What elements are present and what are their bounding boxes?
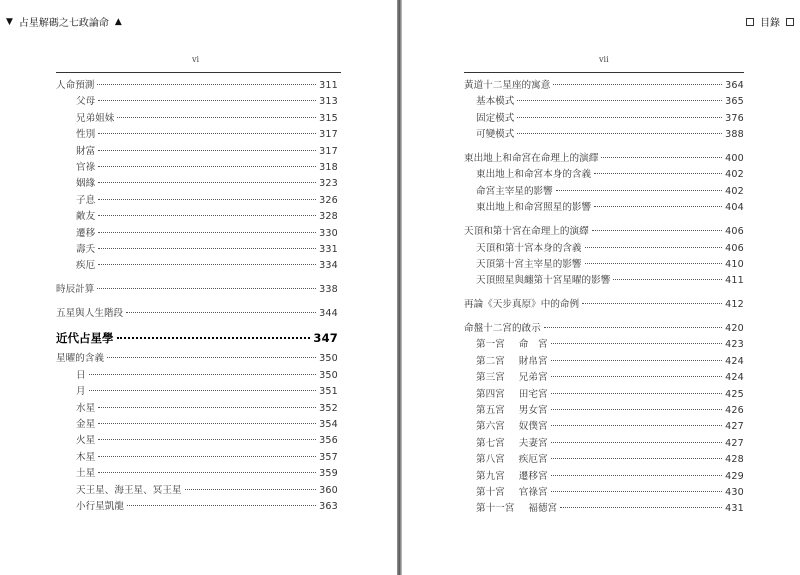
toc-entry-sublabel: 男女宮	[518, 405, 548, 417]
toc-entry-page: 354	[319, 419, 338, 431]
toc-entry-label: 天王星、海王星、冥王星	[76, 484, 182, 496]
toc-entry[interactable]	[56, 78, 338, 94]
toc-entry-label: 壽夭	[76, 243, 96, 255]
toc-entry[interactable]	[56, 127, 338, 143]
toc-entry[interactable]	[464, 321, 744, 337]
toc-entry-label: 第四宮	[476, 388, 505, 400]
toc-entry[interactable]	[56, 111, 338, 127]
header-rule	[56, 72, 341, 73]
toc-entry[interactable]	[56, 384, 338, 400]
toc-entry-page: 344	[319, 308, 338, 320]
toc-entry-label: 天頂第十宮主宰星的影響	[476, 258, 582, 270]
toc-list-left	[56, 78, 338, 515]
toc-entry[interactable]	[464, 94, 744, 110]
toc-entry-sublabel: 田宅宮	[518, 388, 548, 400]
toc-entry-page: 338	[319, 284, 338, 296]
toc-entry[interactable]	[56, 499, 338, 515]
toc-entry-page: 359	[319, 468, 338, 480]
toc-entry-page: 402	[725, 169, 744, 181]
toc-entry-page: 376	[725, 112, 744, 124]
dot-leader	[594, 173, 722, 174]
toc-entry-page: 411	[725, 275, 744, 287]
toc-entry-page: 404	[725, 202, 744, 214]
toc-entry-page: 402	[725, 185, 744, 197]
dot-leader	[585, 247, 723, 248]
dot-leader	[551, 360, 723, 361]
toc-entry-label: 水星	[76, 402, 96, 414]
toc-entry-label: 第一宮	[476, 339, 505, 351]
toc-entry[interactable]	[464, 436, 744, 452]
dot-leader	[613, 279, 722, 280]
toc-entry-sublabel: 疾厄宮	[518, 454, 548, 466]
toc-entry-label: 時辰計算	[56, 284, 95, 296]
toc-entry-label: 黃道十二星座的寓意	[464, 80, 551, 91]
dot-leader	[117, 117, 316, 118]
toc-entry[interactable]	[464, 297, 744, 313]
toc-entry[interactable]	[56, 483, 338, 499]
triangle-down-icon[interactable]: ▼	[6, 16, 13, 27]
toc-entry-page: 311	[319, 80, 338, 91]
toc-entry-page: 318	[319, 161, 338, 173]
dot-leader	[98, 248, 316, 249]
toc-entry-page: 331	[319, 243, 338, 255]
dot-leader	[601, 157, 722, 158]
dot-leader	[98, 264, 316, 265]
toc-entry[interactable]	[56, 368, 338, 384]
toc-entry-label: 第六宮	[476, 421, 505, 433]
toc-entry-sublabel: 兄弟宮	[518, 372, 548, 384]
toc-entry[interactable]	[464, 127, 744, 143]
toc-entry-page: 363	[319, 500, 338, 512]
toc-entry[interactable]	[56, 176, 338, 192]
toc-entry[interactable]	[464, 200, 744, 216]
toc-entry-page: 429	[725, 470, 744, 482]
toc-entry[interactable]	[464, 151, 744, 167]
toc-entry-label: 日	[76, 369, 86, 381]
toc-entry-label: 天頂照星與纏第十宮星曜的影響	[476, 275, 611, 287]
toc-entry[interactable]	[56, 144, 338, 160]
toc-entry[interactable]	[56, 242, 338, 258]
dot-leader	[98, 215, 316, 216]
toc-entry-label: 人命預測	[56, 80, 95, 91]
toc-entry[interactable]	[56, 282, 338, 298]
dot-leader	[551, 442, 723, 443]
toc-entry[interactable]	[464, 167, 744, 183]
toc-entry-page: 431	[725, 503, 744, 515]
dot-leader	[544, 327, 722, 328]
next-square-icon[interactable]	[786, 18, 794, 26]
dot-leader	[98, 199, 316, 200]
dot-leader	[107, 357, 316, 358]
dot-leader	[127, 505, 316, 506]
toc-entry-label: 第九宮	[476, 470, 505, 482]
toc-entry-page: 317	[319, 145, 338, 157]
dot-leader	[517, 117, 722, 118]
dot-leader	[551, 376, 723, 377]
toc-entry[interactable]	[464, 337, 744, 353]
book-title: 占星解碼之七政論命	[18, 18, 109, 29]
dot-leader	[98, 423, 316, 424]
toc-entry-label: 命盤十二宮的啟示	[464, 323, 541, 335]
toc-entry[interactable]	[464, 501, 744, 517]
toc-entry[interactable]	[56, 193, 338, 209]
dot-leader	[98, 439, 316, 440]
dot-leader	[89, 390, 316, 391]
header-rule	[464, 72, 744, 73]
toc-entry-label: 命宮主宰星的影響	[476, 185, 553, 197]
toc-entry-label: 財富	[76, 145, 96, 157]
toc-entry-label: 再論《天步真原》中的命例	[464, 299, 580, 311]
toc-entry-page: 427	[725, 421, 744, 433]
dot-leader	[551, 491, 723, 492]
toc-entry-label: 遷移	[76, 227, 96, 239]
dot-leader	[98, 100, 316, 101]
toc-entry-page: 430	[725, 486, 744, 498]
toc-entry-label: 官祿	[76, 161, 96, 173]
dot-leader	[551, 343, 723, 344]
toc-entry-label: 土星	[76, 468, 96, 480]
toc-entry-page: 365	[725, 96, 744, 108]
toc-entry-page: 326	[319, 194, 338, 206]
dot-leader	[97, 84, 316, 85]
dot-leader	[98, 456, 316, 457]
toc-entry-label: 固定模式	[476, 112, 515, 124]
toc-entry-label: 五星與人生階段	[56, 308, 124, 320]
toc-entry-page: 427	[725, 437, 744, 449]
toc-entry[interactable]	[56, 401, 338, 417]
toc-entry[interactable]	[464, 387, 744, 403]
left-page	[0, 0, 398, 575]
triangle-up-icon[interactable]: ▲	[114, 16, 122, 27]
dot-leader	[551, 425, 723, 426]
toc-entry-page: 356	[319, 435, 338, 447]
toc-entry-page: 400	[725, 153, 744, 165]
toc-entry[interactable]	[464, 273, 744, 289]
toc-entry-page: 315	[319, 112, 338, 124]
dot-leader	[582, 303, 722, 304]
page-number-roman: vii	[599, 55, 609, 64]
toc-entry-label: 第八宮	[476, 454, 505, 466]
toc-entry-sublabel: 財帛宮	[518, 355, 548, 367]
toc-entry-sublabel: 福德宮	[528, 503, 558, 515]
dot-leader	[517, 133, 722, 134]
dot-leader	[551, 475, 723, 476]
toc-entry-page: 412	[725, 299, 744, 311]
toc-entry-page: 425	[725, 388, 744, 400]
dot-leader	[98, 133, 316, 134]
toc-entry[interactable]	[464, 111, 744, 127]
toc-entry-page: 347	[313, 331, 338, 346]
toc-entry-sublabel: 遷移宮	[518, 470, 548, 482]
dot-leader	[592, 230, 722, 231]
toc-entry-page: 357	[319, 451, 338, 463]
dot-leader	[551, 409, 723, 410]
toc-entry-label: 性別	[76, 129, 96, 141]
header-left	[6, 14, 122, 29]
dot-leader	[551, 393, 723, 394]
toc-entry[interactable]	[464, 241, 744, 257]
toc-entry[interactable]	[464, 184, 744, 200]
toc-entry[interactable]	[56, 258, 338, 274]
toc-entry-page: 420	[725, 323, 744, 335]
toc-entry-sublabel: 夫妻宮	[518, 437, 548, 449]
toc-entry-label: 疾厄	[76, 260, 96, 272]
toc-entry[interactable]	[56, 160, 338, 176]
toc-entry-label: 第二宮	[476, 355, 505, 367]
toc-entry-page: 364	[725, 80, 744, 91]
dot-leader	[89, 374, 316, 375]
toc-entry-page: 313	[319, 96, 338, 108]
toc-entry-label: 星曜的含義	[56, 353, 104, 365]
dot-leader	[556, 190, 722, 191]
toc-entry[interactable]	[464, 78, 744, 94]
toc-entry-page: 406	[725, 242, 744, 254]
toc-entry-label: 東出地上和命宮本身的含義	[476, 169, 592, 181]
toc-entry-label: 姻緣	[76, 178, 96, 190]
toc-chapter-entry[interactable]	[56, 327, 338, 349]
toc-entry-page: 351	[319, 386, 338, 398]
toc-entry-page: 388	[725, 129, 744, 141]
toc-entry-page: 350	[319, 353, 338, 365]
toc-entry-label: 敵友	[76, 211, 96, 223]
toc-entry[interactable]	[56, 450, 338, 466]
dot-leader	[594, 206, 722, 207]
toc-entry-label: 子息	[76, 194, 96, 206]
toc-entry-page: 352	[319, 402, 338, 414]
toc-entry-page: 423	[725, 339, 744, 351]
toc-entry-label: 第十一宮	[476, 503, 515, 515]
toc-entry[interactable]	[464, 419, 744, 435]
toc-entry-page: 428	[725, 454, 744, 466]
toc-entry-label: 第五宮	[476, 405, 505, 417]
toc-entry-label: 月	[76, 386, 86, 398]
toc-entry-page: 350	[319, 369, 338, 381]
toc-entry-page: 410	[725, 258, 744, 270]
toc-entry-page: 426	[725, 405, 744, 417]
toc-entry-label: 東出地上和命宮在命理上的演繹	[464, 153, 599, 165]
toc-entry-label: 小行星凱龍	[76, 500, 124, 512]
toc-entry[interactable]	[56, 209, 338, 225]
toc-entry-label: 兄弟姐妹	[76, 112, 115, 124]
toc-entry[interactable]	[464, 354, 744, 370]
dot-leader	[517, 100, 722, 101]
dot-leader	[98, 182, 316, 183]
toc-entry-page: 424	[725, 355, 744, 367]
toc-entry-sublabel: 官祿宮	[518, 486, 548, 498]
toc-entry-page: 406	[725, 226, 744, 238]
toc-entry[interactable]	[56, 417, 338, 433]
toc-entry[interactable]	[464, 403, 744, 419]
toc-entry[interactable]	[464, 469, 744, 485]
toc-entry-page: 328	[319, 211, 338, 223]
header-right	[746, 14, 794, 29]
dot-leader	[560, 507, 722, 508]
toc-entry[interactable]	[464, 257, 744, 273]
toc-entry-label: 東出地上和命宮照星的影響	[476, 202, 592, 214]
toc-entry-page: 424	[725, 372, 744, 384]
toc-entry-label: 金星	[76, 419, 96, 431]
dot-leader	[185, 489, 317, 490]
toc-entry-page: 334	[319, 260, 338, 272]
dot-leader	[98, 472, 316, 473]
dot-leader	[117, 337, 311, 339]
toc-label[interactable]: 目錄	[760, 18, 780, 29]
toc-entry[interactable]	[464, 370, 744, 386]
toc-chapter-label: 近代占星學	[56, 331, 114, 346]
toc-entry-label: 木星	[76, 451, 96, 463]
toc-entry-label: 天頂和第十宮在命理上的演繹	[464, 226, 589, 238]
toc-entry-label: 第七宮	[476, 437, 505, 449]
dot-leader	[553, 84, 722, 85]
toc-entry[interactable]	[464, 452, 744, 468]
toc-entry[interactable]	[56, 226, 338, 242]
toc-entry[interactable]	[464, 224, 744, 240]
toc-entry-sublabel: 命 宮	[518, 339, 548, 351]
toc-entry-label: 第十宮	[476, 486, 505, 498]
toc-entry-label: 基本模式	[476, 96, 515, 108]
right-page	[402, 0, 800, 575]
toc-entry[interactable]	[56, 433, 338, 449]
dot-leader	[126, 312, 316, 313]
toc-entry-page: 323	[319, 178, 338, 190]
toc-list-right	[464, 78, 744, 518]
toc-entry[interactable]	[56, 306, 338, 322]
toc-entry-page: 317	[319, 129, 338, 141]
toc-entry-label: 可變模式	[476, 129, 515, 141]
toc-entry[interactable]	[56, 94, 338, 110]
dot-leader	[98, 166, 316, 167]
toc-entry-sublabel: 奴僕宮	[518, 421, 548, 433]
toc-entry[interactable]	[56, 466, 338, 482]
dot-leader	[98, 232, 316, 233]
dot-leader	[98, 150, 316, 151]
toc-entry-label: 火星	[76, 435, 96, 447]
dot-leader	[551, 458, 723, 459]
toc-entry-page: 360	[319, 484, 338, 496]
toc-entry-label: 天頂和第十宮本身的含義	[476, 242, 582, 254]
toc-entry[interactable]	[56, 351, 338, 367]
prev-square-icon[interactable]	[746, 18, 754, 26]
toc-entry-label: 第三宮	[476, 372, 505, 384]
dot-leader	[585, 263, 723, 264]
dot-leader	[97, 288, 316, 289]
toc-entry-label: 父母	[76, 96, 96, 108]
dot-leader	[98, 407, 316, 408]
toc-entry-page: 330	[319, 227, 338, 239]
toc-entry[interactable]	[464, 485, 744, 501]
page-number-roman: vi	[192, 55, 200, 64]
